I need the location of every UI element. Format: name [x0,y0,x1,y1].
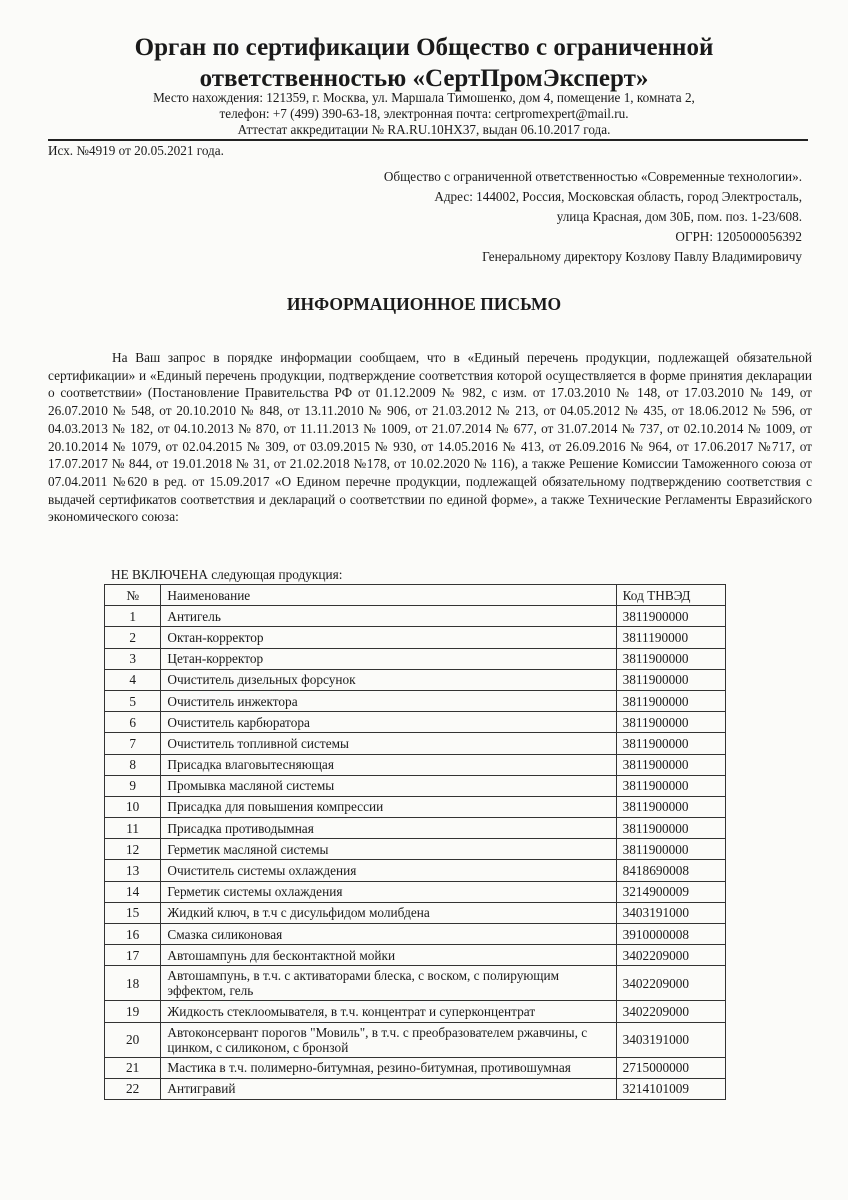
table-row [105,796,726,817]
organization-details [40,90,808,138]
row-number: 22 [105,1078,161,1099]
tnved-code: 3811900000 [616,775,725,796]
row-number: 2 [105,627,161,648]
row-number: 9 [105,775,161,796]
product-name: Автошампунь для бесконтактной мойки [161,945,616,966]
table-row [105,902,726,923]
tnved-code: 3811900000 [616,606,725,627]
letter-body: На Ваш запрос в порядке информации сообщаем, что в «Единый перечень продукции, подлежащей обязательной сертификации» и «Единый перечень продукции, подтверждение соответствия которой осуществляется в форме принятия декларации о соответствии» (Постановление Правительства РФ от 01.12.2009 № 982, с изм. от 17.03.2010 № 148, от 17.03.2010 № 149, от 26.07.2010 № 548, от 20.10.2010 № 848, от 13.11.2010 № 906, от 21.03.2012 № 213, от 04.05.2012 № 435, от 18.06.2012 № 596, от 04.03.2013 № 182, от 04.10.2013 № 870, от 11.11.2013 № 1009, от 21.07.2014 № 677, от 31.07.2014 № 737, от 02.10.2014 № 1009, от 20.10.2014 № 1079, от 02.04.2015 № 309, от 03.09.2015 № 930, от 14.05.2016 № 413, от 26.09.2016 № 964, от 17.06.2017 №717, от 17.07.2017 № 844, от 19.01.2018 № 31, от 21.02.2018 №178, от 10.02.2020 № 116), а также Решение Комиссии Таможенного союза от 07.04.2011 №620 в ред. от 15.09.2017 «О Едином перечне продукции, подлежащей обязательному подтверждению соответствия с выдачей сертификатов соответствия и деклараций о соответствии по единой форме», а также Технические Регламенты Евразийского экономического союза: [48,350,812,525]
row-number: 8 [105,754,161,775]
row-number: 16 [105,924,161,945]
tnved-code: 3811900000 [616,839,725,860]
table-row [105,690,726,711]
tnved-code: 3811900000 [616,648,725,669]
organization-title-line: Орган по сертификации Общество с ограниченной [134,34,714,61]
product-name: Октан-корректор [161,627,616,648]
table-row [105,669,726,690]
addressee-block [242,167,802,267]
table-row [105,648,726,669]
tnved-code: 3811900000 [616,733,725,754]
row-number: 11 [105,818,161,839]
product-name: Очиститель топливной системы [161,733,616,754]
tnved-code: 3811900000 [616,669,725,690]
organization-contacts: телефон: +7 (499) 390-63-18, электронная почта: certpromexpert@mail.ru. [219,106,629,121]
tnved-code: 3811900000 [616,818,725,839]
product-name: Антигель [161,606,616,627]
product-name: Автошампунь, в т.ч. с активаторами блеска, с воском, с полирующим эффектом, гель [161,966,616,1001]
addressee-line: ОГРН: 1205000056392 [675,229,802,244]
tnved-code: 3403191000 [616,902,725,923]
product-name: Герметик системы охлаждения [161,881,616,902]
organization-title [40,32,808,94]
product-name: Смазка силиконовая [161,924,616,945]
product-name: Присадка влаговытесняющая [161,754,616,775]
product-name: Присадка противодымная [161,818,616,839]
row-number: 20 [105,1022,161,1057]
tnved-code: 8418690008 [616,860,725,881]
product-name: Автоконсервант порогов "Мовиль", в т.ч. с преобразователем ржавчины, с цинком, с силиконом, с бронзой [161,1022,616,1057]
product-name: Промывка масляной системы [161,775,616,796]
column-header-number: № [105,585,161,606]
row-number: 1 [105,606,161,627]
product-name: Присадка для повышения компрессии [161,796,616,817]
row-number: 19 [105,1001,161,1022]
table-row [105,733,726,754]
column-header-code: Код ТНВЭД [616,585,725,606]
table-row [105,606,726,627]
tnved-code: 3811900000 [616,754,725,775]
table-row [105,775,726,796]
table-row [105,839,726,860]
tnved-code: 3403191000 [616,1022,725,1057]
tnved-code: 3811900000 [616,690,725,711]
table-row [105,860,726,881]
row-number: 21 [105,1057,161,1078]
table-row [105,945,726,966]
table-row [105,1057,726,1078]
product-name: Жидкость стеклоомывателя, в т.ч. концентрат и суперконцентрат [161,1001,616,1022]
tnved-code: 3402209000 [616,966,725,1001]
product-name: Очиститель дизельных форсунок [161,669,616,690]
outgoing-number: Исх. №4919 от 20.05.2021 года. [48,143,224,158]
table-row [105,966,726,1001]
addressee-line: Генеральному директору Козлову Павлу Владимировичу [482,249,802,264]
tnved-code: 3910000008 [616,924,725,945]
row-number: 12 [105,839,161,860]
tnved-code: 3811900000 [616,796,725,817]
table-row [105,1001,726,1022]
tnved-code: 3402209000 [616,1001,725,1022]
table-header-row [105,585,726,606]
product-name: Цетан-корректор [161,648,616,669]
organization-title-line: ответственностью «СертПромЭксперт» [199,65,649,92]
addressee-line: Адрес: 144002, Россия, Московская область, город Электросталь, [434,189,802,204]
tnved-code: 3811900000 [616,712,725,733]
row-number: 7 [105,733,161,754]
organization-accreditation: Аттестат аккредитации № RA.RU.10НХ37, выдан 06.10.2017 года. [237,122,611,137]
product-name: Очиститель инжектора [161,690,616,711]
tnved-code: 3811190000 [616,627,725,648]
organization-address: Место нахождения: 121359, г. Москва, ул. Маршала Тимошенко, дом 4, помещение 1, комната 2, [153,90,695,105]
product-name: Жидкий ключ, в т.ч с дисульфидом молибдена [161,902,616,923]
header-divider [48,139,808,141]
row-number: 17 [105,945,161,966]
products-table [104,584,726,1100]
table-body [105,606,726,1100]
table-row [105,881,726,902]
tnved-code: 3214101009 [616,1078,725,1099]
tnved-code: 3214900009 [616,881,725,902]
table-row [105,1078,726,1099]
document-title: ИНФОРМАЦИОННОЕ ПИСЬМО [286,294,562,314]
product-name: Очиститель системы охлаждения [161,860,616,881]
table-row [105,627,726,648]
table-row [105,754,726,775]
row-number: 10 [105,796,161,817]
row-number: 5 [105,690,161,711]
row-number: 13 [105,860,161,881]
product-name: Антигравий [161,1078,616,1099]
addressee-line: улица Красная, дом 30Б, пом. поз. 1-23/608. [556,209,802,224]
table-row [105,1022,726,1057]
table-row [105,712,726,733]
table-row [105,818,726,839]
product-name: Очиститель карбюратора [161,712,616,733]
tnved-code: 3402209000 [616,945,725,966]
not-included-caption: НЕ ВКЛЮЧЕНА следующая продукция: [111,567,343,582]
row-number: 14 [105,881,161,902]
row-number: 18 [105,966,161,1001]
tnved-code: 2715000000 [616,1057,725,1078]
product-name: Мастика в т.ч. полимерно-битумная, резино-битумная, противошумная [161,1057,616,1078]
addressee-line: Общество с ограниченной ответственностью «Современные технологии». [383,169,802,184]
table-row [105,924,726,945]
row-number: 3 [105,648,161,669]
row-number: 6 [105,712,161,733]
product-name: Герметик масляной системы [161,839,616,860]
row-number: 4 [105,669,161,690]
column-header-name: Наименование [161,585,616,606]
row-number: 15 [105,902,161,923]
